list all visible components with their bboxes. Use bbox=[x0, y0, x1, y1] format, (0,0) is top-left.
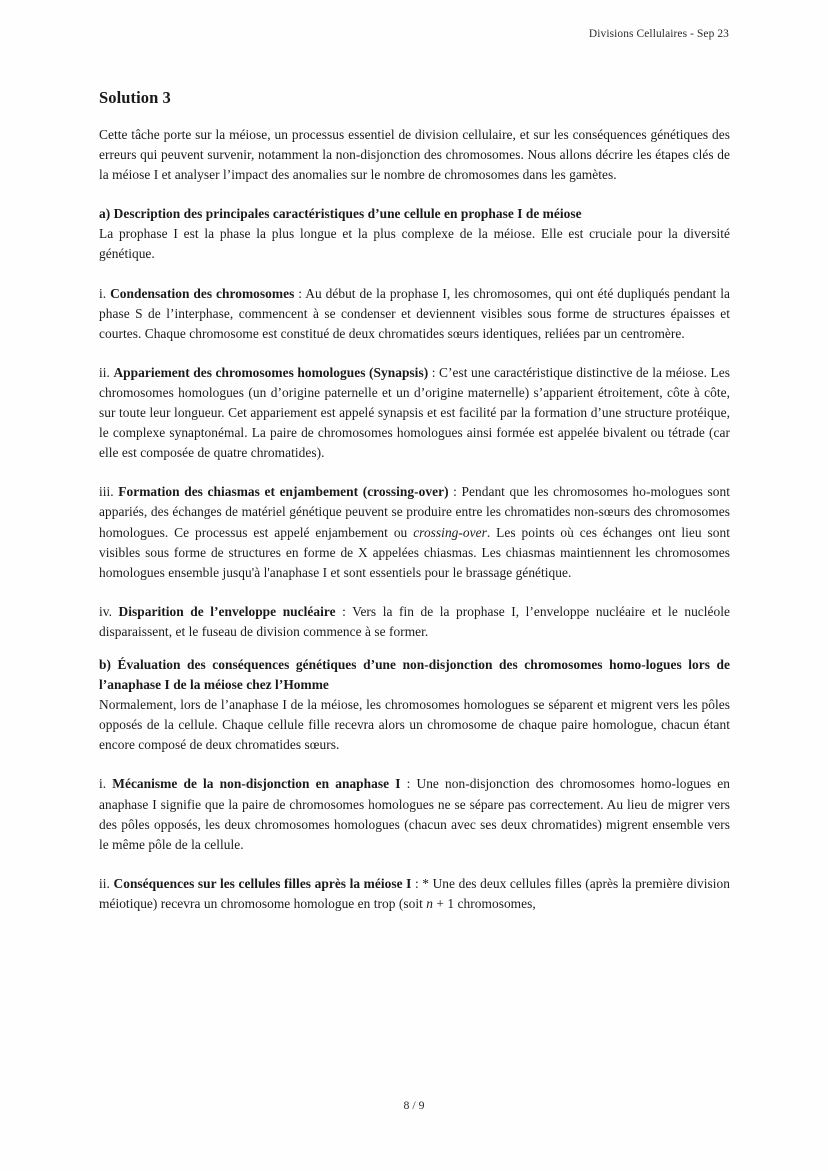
item-separator: : bbox=[411, 875, 423, 891]
section-a-heading: a) Description des principales caractéristiques d’une cellule en prophase I de méiose bbox=[99, 206, 582, 222]
italic-term-crossing-over: crossing-over bbox=[413, 524, 487, 540]
item-separator: : bbox=[448, 484, 462, 500]
item-lead: Condensation des chromosomes bbox=[110, 285, 295, 301]
section-a-item-1 bbox=[99, 284, 730, 344]
item-separator: : bbox=[335, 603, 353, 619]
page-title: Solution 3 bbox=[99, 88, 171, 107]
section-a-item-4 bbox=[99, 602, 730, 642]
item-lead: Appariement des chromosomes homologues (Synapsis) bbox=[113, 364, 429, 380]
item-lead: Conséquences sur les cellules filles après la méiose I bbox=[113, 875, 412, 891]
running-header: Divisions Cellulaires - Sep 23 bbox=[588, 28, 729, 40]
intro-paragraph: Cette tâche porte sur la méiose, un processus essentiel de division cellulaire, et sur les conséquences génétiques des erreurs qui peuvent survenir, notamment la non-disjonction des chromosomes. Nous allons décrire les étapes clés de la méiose I et analyser l’impact des anomalies sur le nombre de chromosomes dans les gamètes. bbox=[99, 127, 730, 183]
document-content bbox=[99, 88, 730, 914]
item-separator: : bbox=[428, 364, 440, 380]
item-body: Une non-disjonction des chromosomes homo-logues en anaphase I signifie que la paire de chromosomes homologues ne se sépare pas correctement. Au lieu de migrer vers des pôles opposés, les deux chromosomes homologues (chacun avec ses deux chromatides) migrent ensemble vers le même pôle de la cellule. bbox=[99, 776, 731, 852]
section-b-item-1 bbox=[99, 774, 730, 854]
item-marker: iv. bbox=[99, 603, 113, 619]
section-b-item-2 bbox=[99, 874, 730, 914]
section-a-body: La prophase I est la phase la plus longue et la plus complexe de la méiose. Elle est cruciale pour la diversité génétique. bbox=[99, 226, 730, 262]
item-body-part-2: . Les points où ces échanges ont lieu sont visibles sous forme de structures en forme de X appelées chiasmas. Les chiasmas maintiennent les chromosomes homologues ensemble jusqu'à l'anaphase I et sont essentiels pour le brassage génétique. bbox=[99, 524, 730, 580]
item-marker: iii. bbox=[99, 484, 114, 500]
math-variable-n: n bbox=[426, 895, 434, 911]
item-marker: i. bbox=[99, 776, 107, 792]
item-lead: Formation des chiasmas et enjambement (crossing-over) bbox=[118, 484, 449, 500]
section-b-body: Normalement, lors de l’anaphase I de la méiose, les chromosomes homologues se séparent et migrent vers les pôles opposés de la cellule. Chaque cellule fille recevra alors un chromosome de chaque paire homologue, chacun étant encore composé de deux chromatides sœurs. bbox=[99, 697, 730, 753]
item-body-part-1: * Une des deux cellules filles (après la première division méiotique) recevra un chromosome homologue en trop (soit bbox=[99, 875, 731, 911]
item-separator: : bbox=[294, 285, 306, 301]
item-separator: : bbox=[400, 776, 417, 792]
math-operator: + 1 bbox=[433, 895, 455, 911]
section-b-heading: b) Évaluation des conséquences génétiques d’une non-disjonction des chromosomes homo-logues lors de l’anaphase I de la méiose chez l’Homme bbox=[99, 656, 730, 693]
item-body-part-2: chromosomes, bbox=[454, 895, 536, 911]
item-marker: i. bbox=[99, 285, 107, 301]
page-number-footer: 8 / 9 bbox=[403, 1098, 425, 1112]
item-marker: ii. bbox=[99, 875, 110, 891]
section-a-item-3 bbox=[99, 482, 730, 582]
item-lead: Disparition de l’enveloppe nucléaire bbox=[118, 603, 336, 619]
item-body: Vers la fin de la prophase I, l’enveloppe nucléaire et le nucléole disparaissent, et le fuseau de division commence à se former. bbox=[99, 603, 731, 639]
section-a-item-2 bbox=[99, 363, 730, 463]
item-lead: Mécanisme de la non-disjonction en anaphase I bbox=[112, 776, 401, 792]
item-body: C’est une caractéristique distinctive de la méiose. Les chromosomes homologues (un d’origine paternelle et un d’origine maternelle) s’apparient étroitement, côte à côte, sur toute leur longueur. Cet appariement est appelé synapsis et est facilité par la formation d’une structure protéique, le complexe synaptonémal. La paire de chromosomes homologues ainsi formée est appelée bivalent ou tétrade (car elle est composée de quatre chromatides). bbox=[99, 364, 731, 461]
item-body: Au début de la prophase I, les chromosomes, qui ont été dupliqués pendant la phase S de l’interphase, commencent à se condenser et deviennent visibles sous forme de structures épaisses et courtes. Chaque chromosome est constitué de deux chromatides sœurs identiques, reliées par un centromère. bbox=[99, 285, 730, 341]
item-body-part-1: Pendant que les chromosomes ho-mologues sont appariés, des échanges de matériel génétique peuvent se produire entre les chromatides non-sœurs des chromosomes homologues. Ce processus est appelé enjambement ou bbox=[99, 484, 730, 540]
item-marker: ii. bbox=[99, 364, 110, 380]
